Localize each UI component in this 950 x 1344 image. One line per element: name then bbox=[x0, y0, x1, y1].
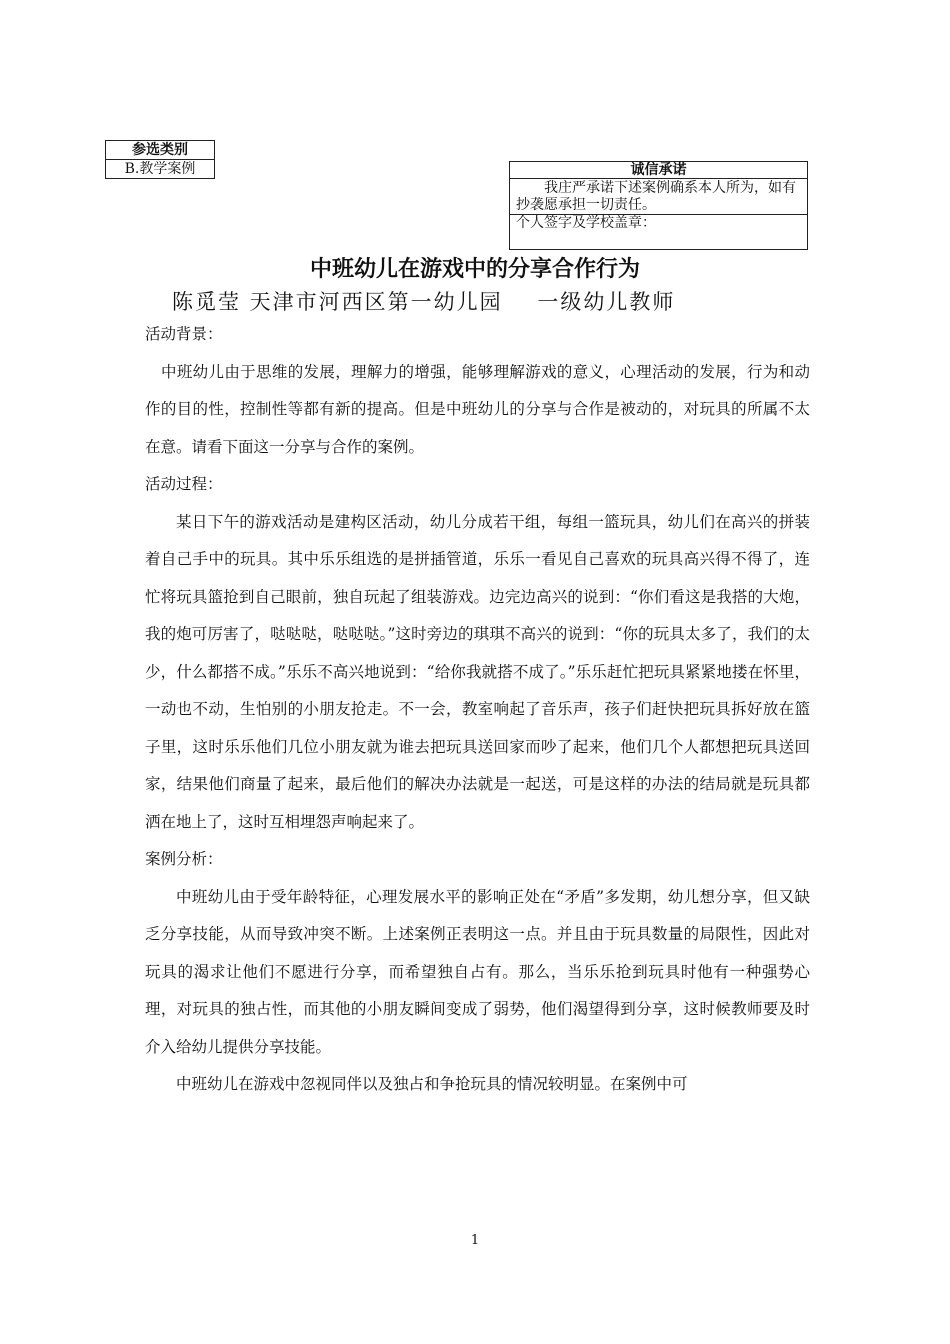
pledge-statement: 我庄严承诺下述案例确系本人所为，如有抄袭愿承担一切责任。 bbox=[510, 179, 808, 215]
category-table bbox=[105, 140, 215, 179]
author-line: 陈觅莹 天津市河西区第一幼儿园 一级幼儿教师 bbox=[172, 290, 676, 314]
section-heading: 活动背景： bbox=[145, 325, 223, 343]
category-value: B.教学案例 bbox=[106, 160, 215, 179]
body-paragraph: 中班幼儿在游戏中忽视同伴以及独占和争抢玩具的情况较明显。在案例中可 bbox=[176, 1075, 688, 1093]
body-paragraph: 中班幼儿由于思维的发展，理解力的增强，能够理解游戏的意义，心理活动的发展，行为和动作的目的性，控制性等都有新的提高。但是中班幼儿的分享与合作是被动的，对玩具的所属不太在意。请看下面这一分享与合作的案例。 bbox=[145, 362, 810, 456]
integrity-pledge-table bbox=[509, 161, 808, 250]
pledge-signature-field: 个人签字及学校盖章： bbox=[510, 215, 808, 250]
page-number: 1 bbox=[470, 1233, 480, 1248]
section-heading: 案例分析： bbox=[145, 850, 223, 868]
category-header: 参选类别 bbox=[106, 141, 215, 160]
section-heading: 活动过程： bbox=[145, 475, 223, 493]
body-paragraph: 某日下午的游戏活动是建构区活动，幼儿分成若干组，每组一篮玩具，幼儿们在高兴的拼装着自己手中的玩具。其中乐乐组选的是拼插管道，乐乐一看见自己喜欢的玩具高兴得不得了，连忙将玩具篮抢到自己眼前，独自玩起了组装游戏。边完边高兴的说到：“你们看这是我搭的大炮，我的炮可厉害了，哒哒哒，哒哒哒。”这时旁边的琪琪不高兴的说到：“你的玩具太多了，我们的太少，什么都搭不成。”乐乐不高兴地说到：“给你我就搭不成了。”乐乐赶忙把玩具紧紧地搂在怀里，一动也不动，生怕别的小朋友抢走。不一会，教室响起了音乐声，孩子们赶快把玩具拆好放在篮子里，这时乐乐他们几位小朋友就为谁去把玩具送回家而吵了起来，他们几个人都想把玩具送回家，结果他们商量了起来，最后他们的解决办法就是一起送，可是这样的办法的结局就是玩具都洒在地上了，这时互相埋怨声响起来了。 bbox=[145, 512, 810, 831]
pledge-header: 诚信承诺 bbox=[510, 162, 808, 179]
document-title: 中班幼儿在游戏中的分享合作行为 bbox=[309, 257, 640, 282]
document-body bbox=[145, 316, 810, 1104]
body-paragraph: 中班幼儿由于受年龄特征，心理发展水平的影响正处在“矛盾”多发期，幼儿想分享，但又缺乏分享技能，从而导致冲突不断。上述案例正表明这一点。并且由于玩具数量的局限性，因此对玩具的渴求让他们不愿进行分享，而希望独自占有。那么，当乐乐抢到玩具时他有一种强势心理，对玩具的独占性，而其他的小朋友瞬间变成了弱势，他们渴望得到分享，这时候教师要及时介入给幼儿提供分享技能。 bbox=[145, 887, 810, 1056]
